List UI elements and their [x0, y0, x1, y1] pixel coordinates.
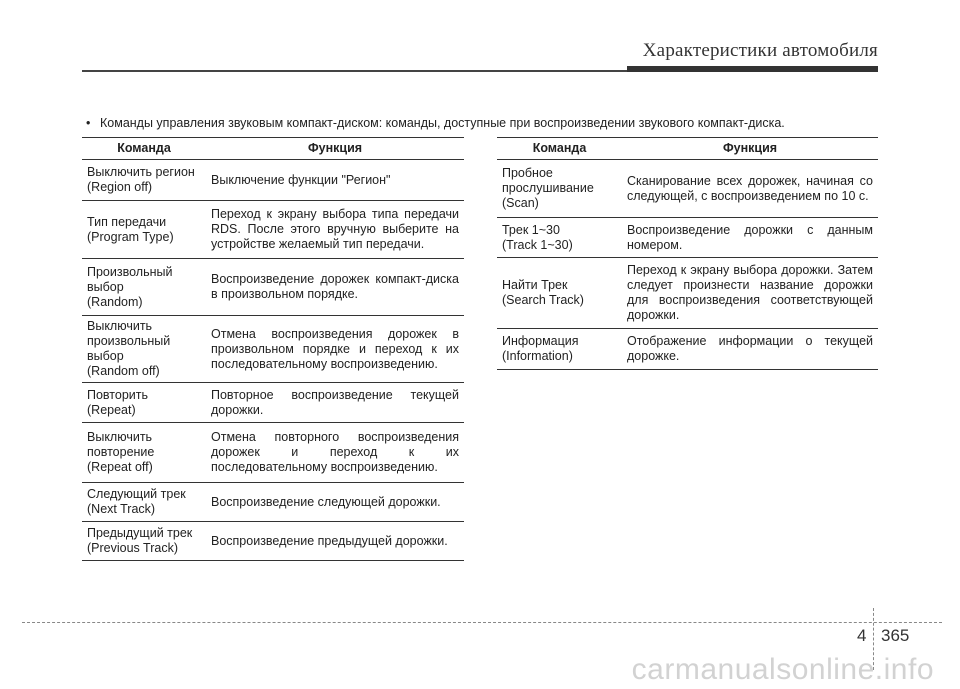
command-cell — [82, 383, 206, 423]
function-cell — [206, 201, 464, 259]
function-text: Воспроизведение дорожки с данным номером. — [627, 222, 873, 252]
function-text: Повторное воспроизведение текущей дорожки. — [211, 387, 459, 417]
function-cell — [206, 423, 464, 483]
function-cell — [622, 160, 878, 218]
function-text: Воспроизведение дорожек компакт-диска в произвольном порядке. — [211, 272, 459, 301]
table-row — [82, 483, 464, 522]
function-cell — [622, 258, 878, 329]
function-text: Воспроизведение предыдущей дорожки. — [211, 533, 448, 548]
command-cell — [82, 522, 206, 561]
command-text: Выключить — [87, 319, 153, 333]
command-text: повторение — [87, 445, 155, 459]
page-number: 365 — [881, 626, 910, 645]
command-text: (Previous Track) — [87, 541, 178, 555]
function-text: Воспроизведение следующей дорожки. — [211, 494, 441, 509]
table-row — [82, 201, 464, 259]
column-header-command: Команда — [497, 138, 622, 160]
voice-commands-table-left — [82, 137, 464, 561]
column-header-command: Команда — [82, 138, 206, 160]
function-text: Выключение функции "Регион" — [211, 172, 391, 187]
function-cell — [622, 329, 878, 370]
function-cell — [206, 383, 464, 423]
command-text: прослушивание — [502, 181, 594, 195]
function-text: Отображение информации о текущей дорожке. — [627, 334, 873, 363]
voice-commands-table-right — [497, 137, 878, 370]
command-text: Пробное — [502, 166, 553, 180]
command-text: Найти Трек — [502, 278, 568, 292]
command-text: Тип передачи — [87, 214, 167, 229]
command-text: Повторить — [87, 387, 149, 402]
watermark: carmanualsonline.info — [631, 653, 934, 686]
header-rule-accent — [627, 66, 878, 72]
table-row — [497, 218, 878, 258]
command-text: выбор — [87, 349, 124, 363]
command-text: Предыдущий трек — [87, 526, 193, 540]
header-rule — [82, 70, 630, 72]
table-row — [497, 329, 878, 370]
command-text: (Repeat) — [87, 402, 136, 417]
table-row — [82, 522, 464, 561]
function-cell — [206, 259, 464, 316]
command-cell — [497, 218, 622, 258]
command-cell — [497, 258, 622, 329]
command-text: (Region off) — [87, 180, 153, 194]
function-cell — [622, 218, 878, 258]
command-text: Произвольный — [87, 264, 173, 279]
table-row — [82, 316, 464, 383]
chapter-number: 4 — [857, 626, 867, 645]
function-text: Сканирование всех дорожек, начиная со следующей, с воспроизведением по 10 с. — [627, 173, 873, 203]
table-row — [497, 258, 878, 329]
table-row — [82, 423, 464, 483]
command-text: (Program Type) — [87, 229, 174, 244]
function-text: Отмена повторного воспроизведения дорожек и переход к их последовательному воспроизведению. — [211, 430, 459, 474]
command-text: Выключить — [87, 430, 153, 444]
chapter-title: Характеристики автомобиля — [642, 40, 878, 61]
command-text: (Track 1~30) — [502, 237, 573, 252]
command-text: Выключить регион — [87, 165, 195, 179]
table-row — [82, 383, 464, 423]
function-text: Отмена воспроизведения дорожек в произвольном порядке и переход к их последовательному воспроизведению. — [211, 326, 459, 371]
command-text: Трек 1~30 — [502, 222, 560, 237]
function-cell — [206, 483, 464, 522]
command-cell — [82, 316, 206, 383]
function-text: Переход к экрану выбора дорожки. Затем следует произнести название дорожки для воспроизведения соответствующей дорожки. — [627, 263, 873, 322]
table-row — [82, 160, 464, 201]
command-cell — [82, 423, 206, 483]
intro-text: Команды управления звуковым компакт-диском: команды, доступные при воспроизведении звукового компакт-диска. — [100, 116, 785, 130]
command-text: (Random) — [87, 294, 143, 309]
footer-divider — [22, 622, 942, 623]
command-text: Информация — [502, 334, 579, 348]
command-cell — [82, 160, 206, 201]
table-body — [497, 160, 878, 370]
function-cell — [206, 522, 464, 561]
function-cell — [206, 160, 464, 201]
command-text: (Information) — [502, 349, 573, 363]
intro-paragraph — [86, 116, 886, 130]
command-text: (Next Track) — [87, 502, 156, 516]
command-cell — [82, 259, 206, 316]
command-text: (Repeat off) — [87, 460, 153, 474]
command-cell — [497, 329, 622, 370]
function-cell — [206, 316, 464, 383]
command-cell — [497, 160, 622, 218]
command-text: (Scan) — [502, 196, 539, 210]
command-text: выбор — [87, 279, 124, 294]
table-header-row — [82, 138, 464, 160]
column-header-function: Функция — [206, 138, 464, 160]
command-cell — [82, 201, 206, 259]
column-header-function: Функция — [622, 138, 878, 160]
bullet: • — [86, 116, 91, 130]
table-body — [82, 160, 464, 561]
command-text: (Random off) — [87, 364, 160, 378]
command-text: (Search Track) — [502, 293, 584, 307]
table-row — [82, 259, 464, 316]
command-text: Следующий трек — [87, 487, 186, 501]
function-text: Переход к экрану выбора типа передачи RDS. После этого вручную выберите на устройстве желаемый тип передачи. — [211, 207, 459, 251]
command-text: произвольный — [87, 334, 171, 348]
table-row — [497, 160, 878, 218]
table-header-row — [497, 138, 878, 160]
command-cell — [82, 483, 206, 522]
